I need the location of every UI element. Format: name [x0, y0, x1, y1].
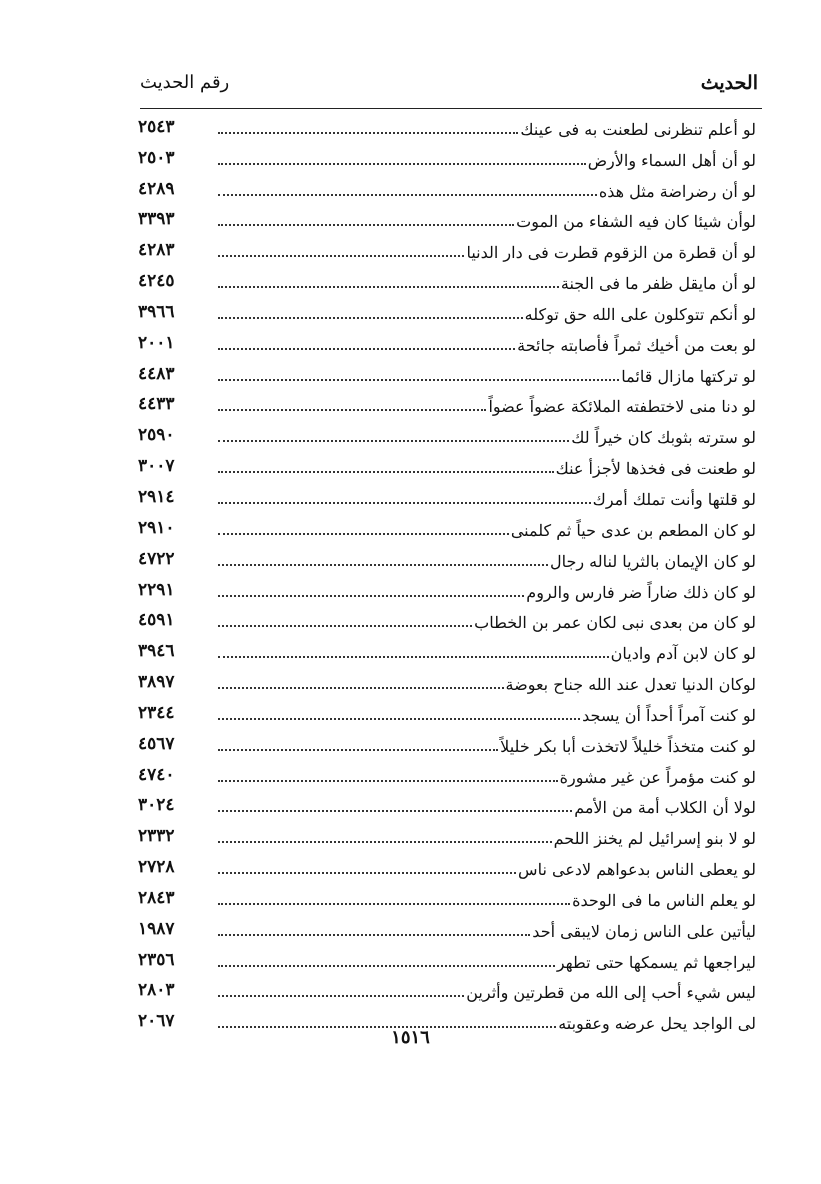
entry-text: لو كان لابن آدم واديان [610, 644, 756, 664]
entry-number: ٢٥٠٣ [138, 147, 175, 168]
dot-leader [218, 224, 514, 226]
entry-text: لو أن مايقل ظفر ما فى الجنة [560, 274, 756, 294]
index-entry [140, 174, 762, 205]
entry-number: ٢٢٩١ [138, 579, 175, 600]
index-entry [140, 451, 762, 482]
entry-number: ٤٧٢٢ [138, 548, 175, 569]
entry-number: ٢٨٤٣ [138, 887, 175, 908]
dot-leader [218, 841, 552, 843]
header-divider [140, 108, 762, 109]
entry-number: ٤٢٨٣ [138, 240, 175, 261]
entry-text: لو يعطى الناس بدعواهم لادعى ناس [518, 860, 756, 880]
dot-leader [218, 903, 570, 905]
index-entry [140, 544, 762, 575]
dot-leader [218, 409, 486, 411]
entry-text: لو أعلم تنظرنى لطعنت به فى عينك [520, 119, 756, 139]
dot-leader [218, 163, 586, 165]
entry-text: لو تركتها مازال قائما [621, 366, 756, 386]
index-entry [140, 883, 762, 914]
dot-leader [218, 656, 609, 658]
entry-text: لو أن أهل السماء والأرض [587, 150, 756, 170]
dot-leader [218, 132, 518, 134]
dot-leader [218, 965, 555, 967]
entry-text: لو كنت مؤمراً عن غير مشورة [559, 767, 756, 787]
entry-number: ٣٠٢٤ [138, 795, 175, 816]
dot-leader [218, 471, 554, 473]
entry-text: لو كنت متخذاً خليلاً لاتخذت أبا بكر خليلاً [500, 736, 756, 756]
entry-text: لو أن قطرة من الزقوم قطرت فى دار الدنيا [466, 243, 756, 263]
dot-leader [218, 687, 504, 689]
dot-leader [218, 564, 548, 566]
index-entry [140, 698, 762, 729]
dot-leader [218, 317, 523, 319]
entry-text: لو أنكم تتوكلون على الله حق توكله [524, 304, 756, 324]
dot-leader [218, 810, 572, 812]
entry-number: ٤٤٣٣ [138, 394, 175, 415]
entry-text: لوأن شيئا كان فيه الشفاء من الموت [516, 212, 756, 232]
dot-leader [218, 533, 509, 535]
entry-number: ٤٢٤٥ [138, 271, 175, 292]
entry-number: ٢٩١٠ [138, 517, 175, 538]
entry-text: لو كان من بعدى نبى لكان عمر بن الخطاب [474, 613, 756, 633]
entry-number: ٣٠٠٧ [138, 456, 175, 477]
entry-text: لو كنت آمراً أحداً أن يسجد [582, 705, 756, 725]
entry-text: لو كان المطعم بن عدى حياً ثم كلمنى [510, 520, 756, 540]
page-header [140, 72, 758, 106]
entry-number: ٤٥٦٧ [138, 733, 175, 754]
hadith-index-list [140, 112, 762, 1037]
entry-number: ٣٩٤٦ [138, 641, 175, 662]
index-entry [140, 205, 762, 236]
entry-number: ٢٩١٤ [138, 486, 175, 507]
entry-text: لو طعنت فى فخذها لأجزأ عنك [555, 459, 756, 479]
dot-leader [218, 749, 498, 751]
dot-leader [218, 995, 464, 997]
hadith-column-title: الحديث [700, 72, 758, 94]
dot-leader [218, 440, 569, 442]
index-entry [140, 760, 762, 791]
entry-number: ٢٠٠١ [138, 332, 175, 353]
page-number: ١٥١٦ [391, 1027, 430, 1048]
entry-number: ٤٤٨٣ [138, 363, 175, 384]
hadith-number-column-title: رقم الحديث [140, 72, 230, 93]
dot-leader [218, 595, 524, 597]
index-entry [140, 945, 762, 976]
index-entry [140, 420, 762, 451]
index-entry [140, 914, 762, 945]
entry-number: ٤٧٤٠ [138, 764, 175, 785]
entry-text: لو أن رضراضة مثل هذه [598, 181, 756, 201]
index-entry [140, 482, 762, 513]
dot-leader [218, 255, 464, 257]
entry-text: لوكان الدنيا تعدل عند الله جناح بعوضة [505, 675, 756, 695]
index-entry [140, 821, 762, 852]
dot-leader [218, 872, 516, 874]
entry-number: ٢٠٦٧ [138, 1011, 175, 1032]
index-entry [140, 112, 762, 143]
index-entry [140, 390, 762, 421]
index-entry [140, 852, 762, 883]
dot-leader [218, 780, 558, 782]
entry-number: ٢٥٤٣ [138, 116, 175, 137]
index-entry [140, 297, 762, 328]
entry-number: ٢٨٠٣ [138, 980, 175, 1001]
index-entry [140, 606, 762, 637]
dot-leader [218, 194, 597, 196]
entry-number: ٤٥٩١ [138, 610, 175, 631]
entry-text: لو لا بنو إسرائيل لم يخنز اللحم [553, 829, 756, 849]
entry-number: ٢٣٤٤ [138, 702, 175, 723]
entry-text: ليراجعها ثم يسمكها حتى تطهر [556, 952, 756, 972]
index-entry [140, 636, 762, 667]
entry-number: ٢٣٣٢ [138, 826, 175, 847]
entry-text: لو سترته بثوبك كان خيراً لك [571, 428, 756, 448]
dot-leader [218, 286, 559, 288]
index-entry [140, 328, 762, 359]
dot-leader [218, 934, 530, 936]
dot-leader [218, 379, 619, 381]
index-entry [140, 791, 762, 822]
entry-number: ٣٩٦٦ [138, 301, 175, 322]
index-entry [140, 235, 762, 266]
index-entry [140, 359, 762, 390]
index-entry [140, 976, 762, 1007]
entry-number: ٤٢٨٩ [138, 178, 175, 199]
index-entry [140, 575, 762, 606]
entry-text: لو قلتها وأنت تملك أمرك [592, 489, 756, 509]
entry-text: لو كان ذلك ضاراً ضر فارس والروم [526, 582, 756, 602]
entry-text: لو كان الإيمان بالثريا لناله رجال [549, 551, 756, 571]
entry-text: لو يعلم الناس ما فى الوحدة [572, 890, 756, 910]
entry-number: ٢٥٩٠ [138, 425, 175, 446]
entry-text: لو بعت من أخيك ثمراً فأصابته جائحة [517, 335, 756, 355]
entry-text: ليأتين على الناس زمان لايبقى أحد [532, 921, 756, 941]
entry-number: ٢٧٢٨ [138, 857, 175, 878]
index-entry [140, 729, 762, 760]
index-entry [140, 667, 762, 698]
index-entry [140, 513, 762, 544]
entry-number: ٣٨٩٧ [138, 672, 175, 693]
entry-number: ٣٣٩٣ [138, 209, 175, 230]
dot-leader [218, 625, 472, 627]
dot-leader [218, 718, 580, 720]
entry-text: لى الواجد يحل عرضه وعقوبته [558, 1014, 756, 1034]
entry-text: لو دنا منى لاختطفته الملائكة عضواً عضواً [488, 397, 756, 417]
entry-text: لولا أن الكلاب أمة من الأمم [574, 798, 756, 818]
entry-text: ليس شيء أحب إلى الله من قطرتين وأثرين [466, 983, 756, 1003]
entry-number: ٢٣٥٦ [138, 949, 175, 970]
index-entry [140, 266, 762, 297]
entry-number: ١٩٨٧ [138, 918, 175, 939]
index-entry [140, 143, 762, 174]
dot-leader [218, 502, 591, 504]
dot-leader [218, 348, 515, 350]
